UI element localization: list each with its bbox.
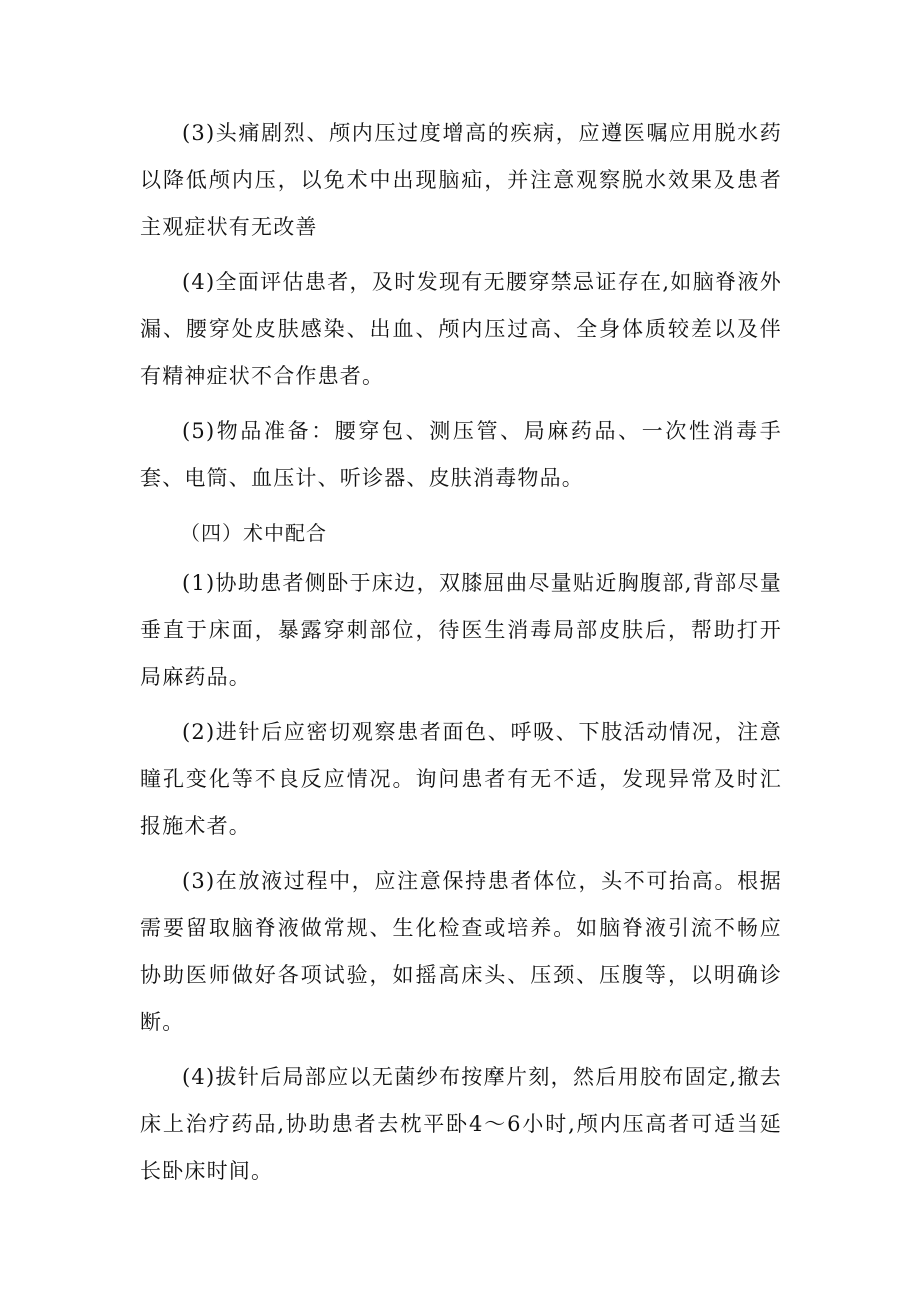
step-observation: (2)进针后应密切观察患者面色、呼吸、下肢活动情况，注意瞳孔变化等不良反应情况。询问患者有无不适，发现异常及时汇报施术者。 <box>140 720 782 838</box>
paragraph-increased-icp: (3)头痛剧烈、颅内压过度增高的疾病，应遵医嘱应用脱水药以降低颅内压，以免术中出现脑疝，并注意观察脱水效果及患者主观症状有无改善 <box>140 121 782 239</box>
section-heading: （四）术中配合 <box>180 521 327 545</box>
step-needle-removal: (4)拔针后局部应以无菌纱布按摩片刻，然后用胶布固定,撤去床上治疗药品,协助患者去枕平卧4～6小时,颅内压高者可适当延长卧床时间。 <box>140 1065 782 1183</box>
step-drainage: (3)在放液过程中，应注意保持患者体位，头不可抬高。根据需要留取脑脊液做常规、生化检查或培养。如脑脊液引流不畅应协助医师做好各项试验，如摇高床头、压颈、压腹等，以明确诊断。 <box>140 869 782 1034</box>
document-body <box>140 110 782 1203</box>
paragraph-supplies: (5)物品准备：腰穿包、测压管、局麻药品、一次性消毒手套、电筒、血压计、听诊器、皮肤消毒物品。 <box>140 419 782 490</box>
step-positioning: (1)协助患者侧卧于床边，双膝屈曲尽量贴近胸腹部,背部尽量垂直于床面，暴露穿刺部位，待医生消毒局部皮肤后，帮助打开局麻药品。 <box>140 571 782 689</box>
paragraph-assessment: (4)全面评估患者，及时发现有无腰穿禁忌证存在,如脑脊液外漏、腰穿处皮肤感染、出血、颅内压过高、全身体质较差以及伴有精神症状不合作患者。 <box>140 270 782 388</box>
